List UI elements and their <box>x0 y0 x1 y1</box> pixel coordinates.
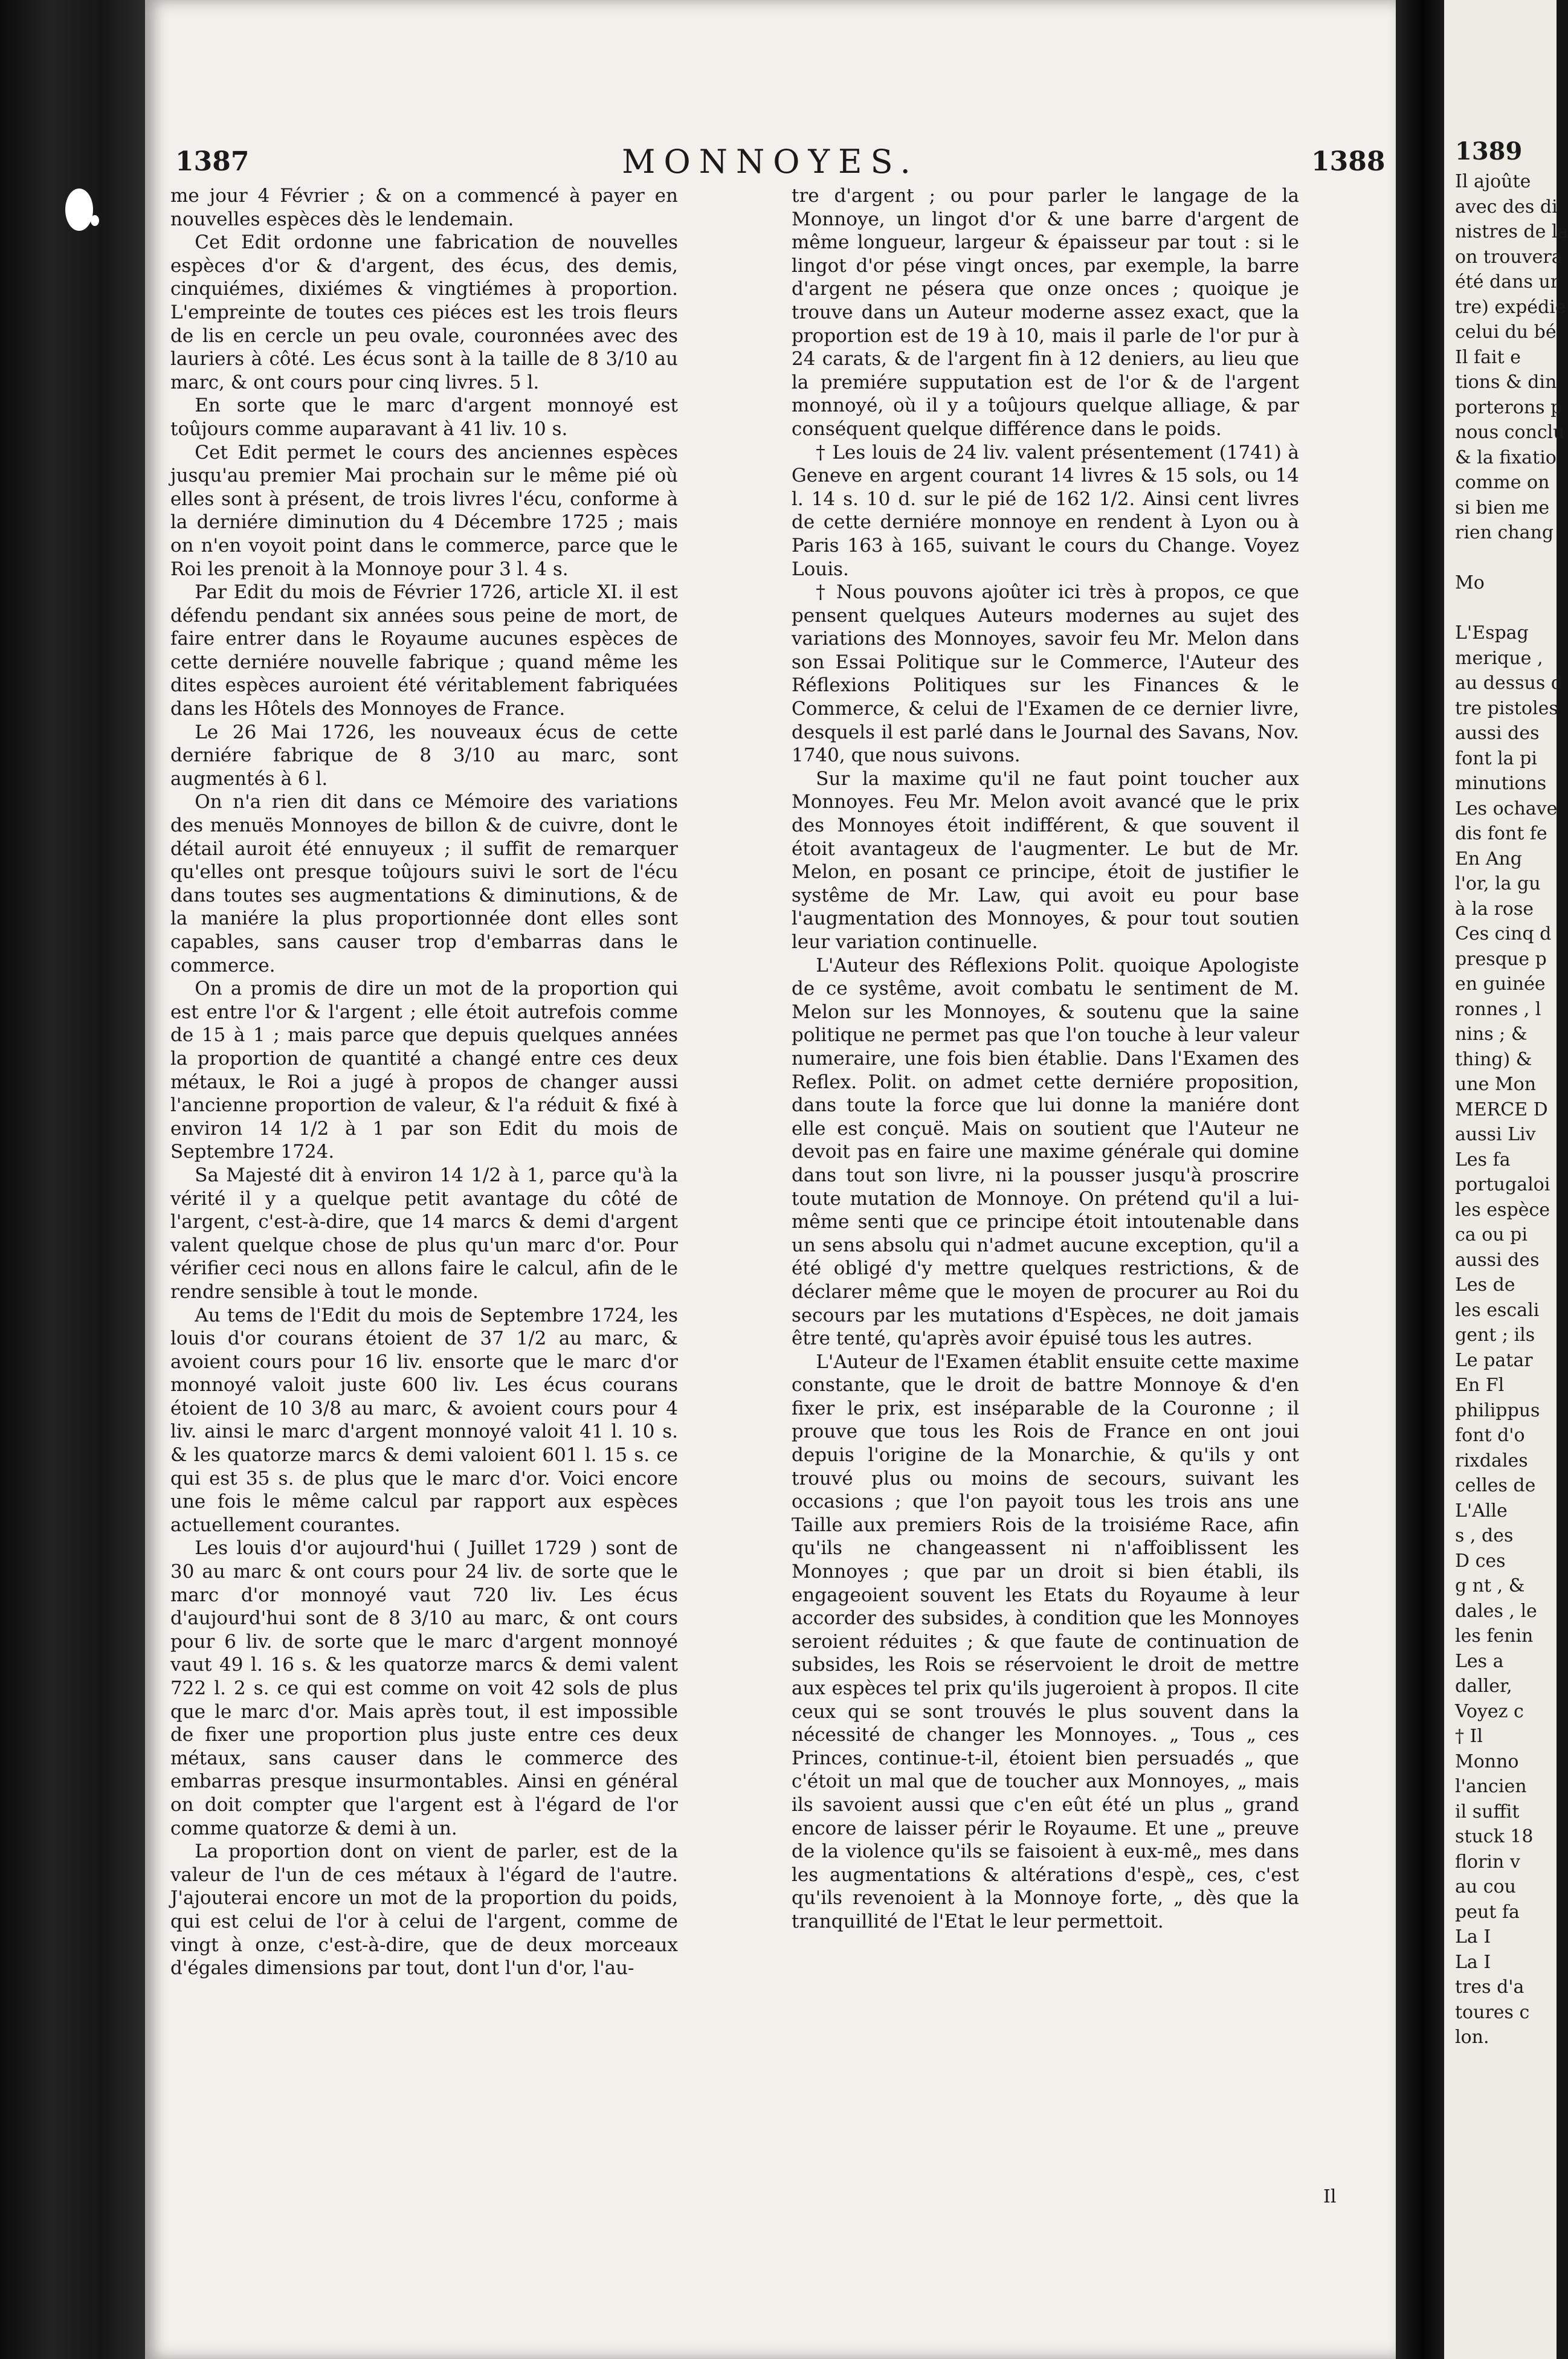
paragraph: On n'a rien dit dans ce Mémoire des variations des menuës Monnoyes de billon & de cuivre, dont le détail auroit été ennuyeux ; il suffit de remarquer qu'elles ont presque toûjours suivi le sort de l'écu dans toutes ses augmentations & diminutions, & de la maniére la plus proportionnée dont elles sont capables, sans causer trop d'embarras dans le commerce. <box>170 791 678 976</box>
adjacent-line: les fenin <box>1455 1625 1534 1647</box>
adjacent-page-fragment <box>1444 0 1568 2359</box>
adjacent-line: nins ; & <box>1455 1024 1528 1045</box>
adjacent-line: thing) & <box>1455 1048 1532 1070</box>
adjacent-line: s , des <box>1455 1525 1514 1546</box>
adjacent-line: presque p <box>1455 948 1547 970</box>
adjacent-line: g nt , & <box>1455 1575 1525 1596</box>
scan-speck <box>65 189 93 231</box>
adjacent-line: l'or, la gu <box>1455 873 1541 894</box>
adjacent-line: daller, <box>1455 1676 1512 1697</box>
adjacent-line: lon. <box>1455 2027 1489 2048</box>
adjacent-line: La I <box>1455 1951 1491 1973</box>
adjacent-line: ronnes , l <box>1455 998 1541 1020</box>
page-number-right: 1388 <box>1311 146 1386 177</box>
paragraph: me jour 4 Février ; & on a commencé à payer en nouvelles espèces dès le lendemain. <box>170 185 678 230</box>
adjacent-line: aussi des <box>1455 723 1540 744</box>
adjacent-line: La I <box>1455 1926 1491 1948</box>
left-page <box>145 0 1396 2359</box>
adjacent-line: Il fait e <box>1455 346 1521 368</box>
adjacent-line: rien chang <box>1455 522 1554 543</box>
adjacent-line: gent ; ils <box>1455 1325 1535 1346</box>
adjacent-line: au dessus d <box>1455 673 1563 694</box>
left-column <box>170 184 678 1980</box>
adjacent-line: une Mon <box>1455 1074 1537 1095</box>
paragraph: Sur la maxime qu'il ne faut point toucher aux Monnoyes. Feu Mr. Melon avoit avancé que le prix des Monnoyes étoit indifférent, & que souvent il étoit avantageux de l'augmenter. Le but de Mr. Melon, en posant ce principe, étoit de justifier le systême de Mr. Law, qui avoit eu pour base l'augmentation des Monnoyes, & pour tout soutien leur variation continuelle. <box>792 767 1299 953</box>
right-column <box>792 184 1299 1934</box>
paragraph: Par Edit du mois de Février 1726, article XI. il est défendu pendant six années sous peine de mort, de faire entrer dans le Royaume aucunes espèces de cette derniére nouvelle fabrique ; quand même les dites espèces auroient été véritablement fabriquées dans les Hôtels des Monnoyes de France. <box>170 581 678 720</box>
adjacent-line: Les fa <box>1455 1149 1511 1170</box>
adjacent-line: tre pistoles <box>1455 697 1558 719</box>
adjacent-line: ca ou pi <box>1455 1224 1528 1245</box>
adjacent-line: aussi des <box>1455 1249 1540 1271</box>
adjacent-line: tions & din <box>1455 372 1557 393</box>
adjacent-line: les escali <box>1455 1299 1540 1321</box>
paragraph: L'Auteur de l'Examen établit ensuite cette maxime constante, que le droit de battre Monnoye & d'en fixer le prix, est inséparable de la Couronne ; il prouve que tous les Rois de France en ont joui depuis l'origine de la Monarchie, & qu'ils y ont trouvé plus ou moins de secours, suivant les occasions ; que l'on payoit tous les trois ans une Taille aux premiers Rois de la troisiéme Race, afin qu'ils ne changeassent ni n'affoiblissent les Monnoyes ; que par un droit si bien établi, ils engageoient souvent les Etats du Royaume à leur accorder des subsides, à condition que les Monnoyes seroient réduites ; & que faute de continuation de subsides, les Rois se réservoient le droit de mettre aux espèces tel prix qu'ils jugeroient à propos. Il cite ceux qui se sont trouvés le plus souvent dans la nécessité de changer les Monnoyes. „ Tous „ ces Princes, continue-t-il, étoient bien persuadés „ que c'étoit un mal que de toucher aux Monnoyes, „ mais ils savoient aussi que c'en eût été un plus „ grand encore de laisser périr le Royaume. Et une „ preuve de la violence qu'ils se faisoient à eux-mê„ mes dans les augmentations & altérations d'espè„ ces, c'est qu'ils revenoient à la Monnoye forte, „ dès que la tranquillité de l'Etat le leur permettoit. <box>792 1351 1299 1932</box>
adjacent-line: Les a <box>1455 1650 1504 1672</box>
adjacent-line: Le patar <box>1455 1349 1533 1371</box>
adjacent-line: Voyez c <box>1455 1700 1524 1722</box>
adjacent-line: dales , le <box>1455 1600 1537 1622</box>
adjacent-line: peut fa <box>1455 1901 1520 1923</box>
adjacent-line: rixdales <box>1455 1450 1528 1471</box>
adjacent-line: D ces <box>1455 1550 1506 1572</box>
paragraph: On a promis de dire un mot de la proportion qui est entre l'or & l'argent ; elle étoit autrefois comme de 15 à 1 ; mais parce que depuis quelques années la proportion de quantité a changé entre ces deux métaux, le Roi a jugé à propos de changer aussi l'ancienne proportion de valeur, & l'a réduit & fixé à environ 14 1/2 à 1 par son Edit du mois de Septembre 1724. <box>170 978 678 1163</box>
paragraph: Le 26 Mai 1726, les nouveaux écus de cette derniére fabrique de 8 3/10 au marc, sont augmentés à 6 l. <box>170 721 678 790</box>
paragraph: Sa Majesté dit à environ 14 1/2 à 1, parce qu'à la vérité il y a quelque petit avantage du côté de l'argent, c'est-à-dire, que 14 marcs & demi d'argent valent quelque chose de plus qu'un marc d'or. Pour vérifier ceci nous en allons faire le calcul, afin de le rendre sensible à tout le monde. <box>170 1164 678 1303</box>
adjacent-line: Les ochave <box>1455 798 1558 819</box>
adjacent-line: Ces cinq d <box>1455 923 1552 944</box>
paragraph: Cet Edit permet le cours des anciennes espèces jusqu'au premier Mai prochain sur le même pié où elles sont à présent, de trois livres l'écu, conforme à la derniére diminution du 4 Décembre 1725 ; mais on n'en voyoit point dans le commerce, parce que le Roi les prenoit à la Monnoye pour 3 l. 4 s. <box>170 441 678 580</box>
adjacent-line: Les de <box>1455 1274 1515 1296</box>
page-number-left: 1387 <box>175 146 250 177</box>
paragraph: En sorte que le marc d'argent monnoyé est toûjours comme auparavant à 41 liv. 10 s. <box>170 395 678 440</box>
adjacent-line: celui du bé <box>1455 321 1557 343</box>
adjacent-line: nous conclu <box>1455 422 1565 443</box>
adjacent-line: stuck 18 <box>1455 1826 1534 1847</box>
scan-background-left <box>0 0 145 2359</box>
adjacent-line: en guinée <box>1455 973 1546 995</box>
adjacent-line: au cou <box>1455 1876 1516 1897</box>
adjacent-line: à la rose <box>1455 898 1534 920</box>
adjacent-line: nistres de la <box>1455 221 1568 242</box>
adjacent-line: font d'o <box>1455 1425 1525 1446</box>
adjacent-line: on trouvera <box>1455 246 1563 268</box>
adjacent-line: MERCE D <box>1455 1099 1548 1120</box>
scan-speck <box>91 215 99 226</box>
adjacent-line: dis font fe <box>1455 823 1547 844</box>
adjacent-page-number: 1389 <box>1455 137 1523 166</box>
adjacent-line: il suffit <box>1455 1801 1520 1822</box>
adjacent-line: portugaloi <box>1455 1174 1550 1195</box>
adjacent-line: minutions <box>1455 773 1547 794</box>
adjacent-line: avec des di <box>1455 196 1558 218</box>
running-title: MONNOYES. <box>622 143 919 181</box>
adjacent-line: philippus <box>1455 1399 1540 1421</box>
book-gutter <box>1396 0 1444 2359</box>
adjacent-line: florin v <box>1455 1851 1520 1873</box>
adjacent-line: font la pi <box>1455 747 1537 769</box>
adjacent-line: été dans ur <box>1455 271 1560 292</box>
adjacent-line: Il ajoûte <box>1455 171 1531 192</box>
adjacent-line: merique , <box>1455 647 1543 669</box>
adjacent-line: porterons p <box>1455 396 1563 418</box>
adjacent-line: aussi Liv <box>1455 1124 1536 1145</box>
adjacent-line: comme on <box>1455 472 1550 493</box>
adjacent-line: L'Alle <box>1455 1500 1508 1522</box>
paragraph: tre d'argent ; ou pour parler le langage de la Monnoye, un lingot d'or & une barre d'argent de même longueur, largeur & épaisseur par tout : si le lingot d'or pése vingt onces, par exemple, la barre d'argent ne pésera que onze onces ; quoique je trouve dans un Auteur moderne assez exact, que la proportion est de 19 à 10, mais il parle de l'or pur à 24 carats, & de l'argent fin à 12 deniers, au lieu que la premiére supputation est de l'or & de l'argent monnoyé, où il y a toûjours quelque alliage, & par conséquent quelque différence dans le poids. <box>792 185 1299 440</box>
adjacent-line: l'ancien <box>1455 1776 1527 1797</box>
adjacent-line: En Ang <box>1455 848 1522 870</box>
catchword: Il <box>1323 2186 1337 2207</box>
paragraph: † Nous pouvons ajoûter ici très à propos, ce que pensent quelques Auteurs modernes au sujet des variations des Monnoyes, savoir feu Mr. Melon dans son Essai Politique sur le Commerce, l'Auteur des Réflexions Politiques sur les Finances & le Commerce, & celui de l'Examen de ce dernier livre, desquels il est parlé dans le Journal des Savans, Nov. 1740, que nous suivons. <box>792 581 1299 767</box>
adjacent-line: † Il <box>1455 1726 1483 1747</box>
paragraph: Au tems de l'Edit du mois de Septembre 1724, les louis d'or courans étoient de 37 1/2 au marc, & avoient cours pour 16 liv. ensorte que le marc d'or monnoyé valoit juste 600 liv. Les écus courans étoient de 10 3/8 au marc, & avoient cours pour 4 liv. ainsi le marc d'argent monnoyé valoit 41 l. 10 s. & les quatorze marcs & demi valoient 601 l. 15 s. ce qui est 35 s. de plus que le marc d'or. Voici encore une fois le même calcul par rapport aux espèces actuellement courantes. <box>170 1304 678 1536</box>
paragraph: † Les louis de 24 liv. valent présentement (1741) à Geneve en argent courant 14 livres & 15 sols, ou 14 l. 14 s. 10 d. sur le pié de 162 1/2. Ainsi cent livres de cette derniére monnoye en rendent à Lyon ou à Paris 163 à 165, suivant le cours du Change. Voyez Louis. <box>792 441 1299 580</box>
paragraph: Cet Edit ordonne une fabrication de nouvelles espèces d'or & d'argent, des écus, des demis, cinquiémes, dixiémes & vingtiémes à proportion. L'empreinte de toutes ces piéces est les trois fleurs de lis en cercle un peu ovale, couronnées avec des lauriers à côté. Les écus sont à la taille de 8 3/10 au marc, & ont cours pour cinq livres. 5 l. <box>170 231 678 393</box>
adjacent-line: L'Espag <box>1455 622 1529 644</box>
adjacent-line: & la fixatio <box>1455 447 1557 468</box>
adjacent-line: celles de <box>1455 1475 1536 1496</box>
adjacent-line: tre) expédie <box>1455 296 1566 318</box>
paragraph: Les louis d'or aujourd'hui ( Juillet 1729 ) sont de 30 au marc & ont cours pour 24 liv. de sorte que le marc d'or monnoyé vaut 720 liv. Les écus d'aujourd'hui sont de 8 3/10 au marc, & ont cours pour 6 liv. de sorte que le marc d'argent monnoyé vaut 49 l. 16 s. & les quatorze marcs & demi valent 722 l. 2 s. ce qui est comme on voit 42 sols de plus que le marc d'or. Mais après tout, il est impossible de fixer une proportion plus juste entre ces deux métaux, sans causer dans le commerce des embarras presque insurmontables. Ainsi en général on doit compter que l'argent est à l'égard de l'or comme quatorze & demi à un. <box>170 1537 678 1839</box>
adjacent-line: En Fl <box>1455 1375 1505 1396</box>
adjacent-line: Monno <box>1455 1751 1519 1772</box>
adjacent-line: tres d'a <box>1455 1977 1524 1998</box>
adjacent-line: Mo <box>1455 572 1485 593</box>
paragraph: La proportion dont on vient de parler, est de la valeur de l'un de ces métaux à l'égard de l'autre. J'ajouterai encore un mot de la proportion du poids, qui est celui de l'or à celui de l'argent, comme de vingt à onze, c'est-à-dire, que de deux morceaux d'égales dimensions par tout, dont l'un d'or, l'au- <box>170 1841 678 1980</box>
running-header <box>145 143 1396 189</box>
adjacent-line: les espèce <box>1455 1199 1550 1221</box>
adjacent-line: si bien me <box>1455 497 1550 518</box>
paragraph: L'Auteur des Réflexions Polit. quoique Apologiste de ce systême, avoit combatu le sentiment de M. Melon sur les Monnoyes, & soutenu que la saine politique ne permet pas que l'on touche à leur valeur numeraire, une fois bien établie. Dans l'Examen des Reflex. Polit. on admet cette derniére proposition, dans toute la force que lui donne la maniére dont elle est conçuë. Mais on soutient que l'Auteur ne devoit pas en faire une maxime générale qui domine dans tout son livre, ni la pousser jusqu'à proscrire toute mutation de Monnoye. On prétend qu'il a lui-même senti que ce principe étoit intoutenable dans un sens absolu qui n'admet aucune exception, qu'il a été obligé d'y mettre quelques restrictions, & de déclarer même que le moyen de procurer au Roi du secours par les mutations d'Espèces, ne doit jamais être tenté, qu'après avoir épuisé tous les autres. <box>792 954 1299 1350</box>
adjacent-line: toures c <box>1455 2001 1530 2023</box>
